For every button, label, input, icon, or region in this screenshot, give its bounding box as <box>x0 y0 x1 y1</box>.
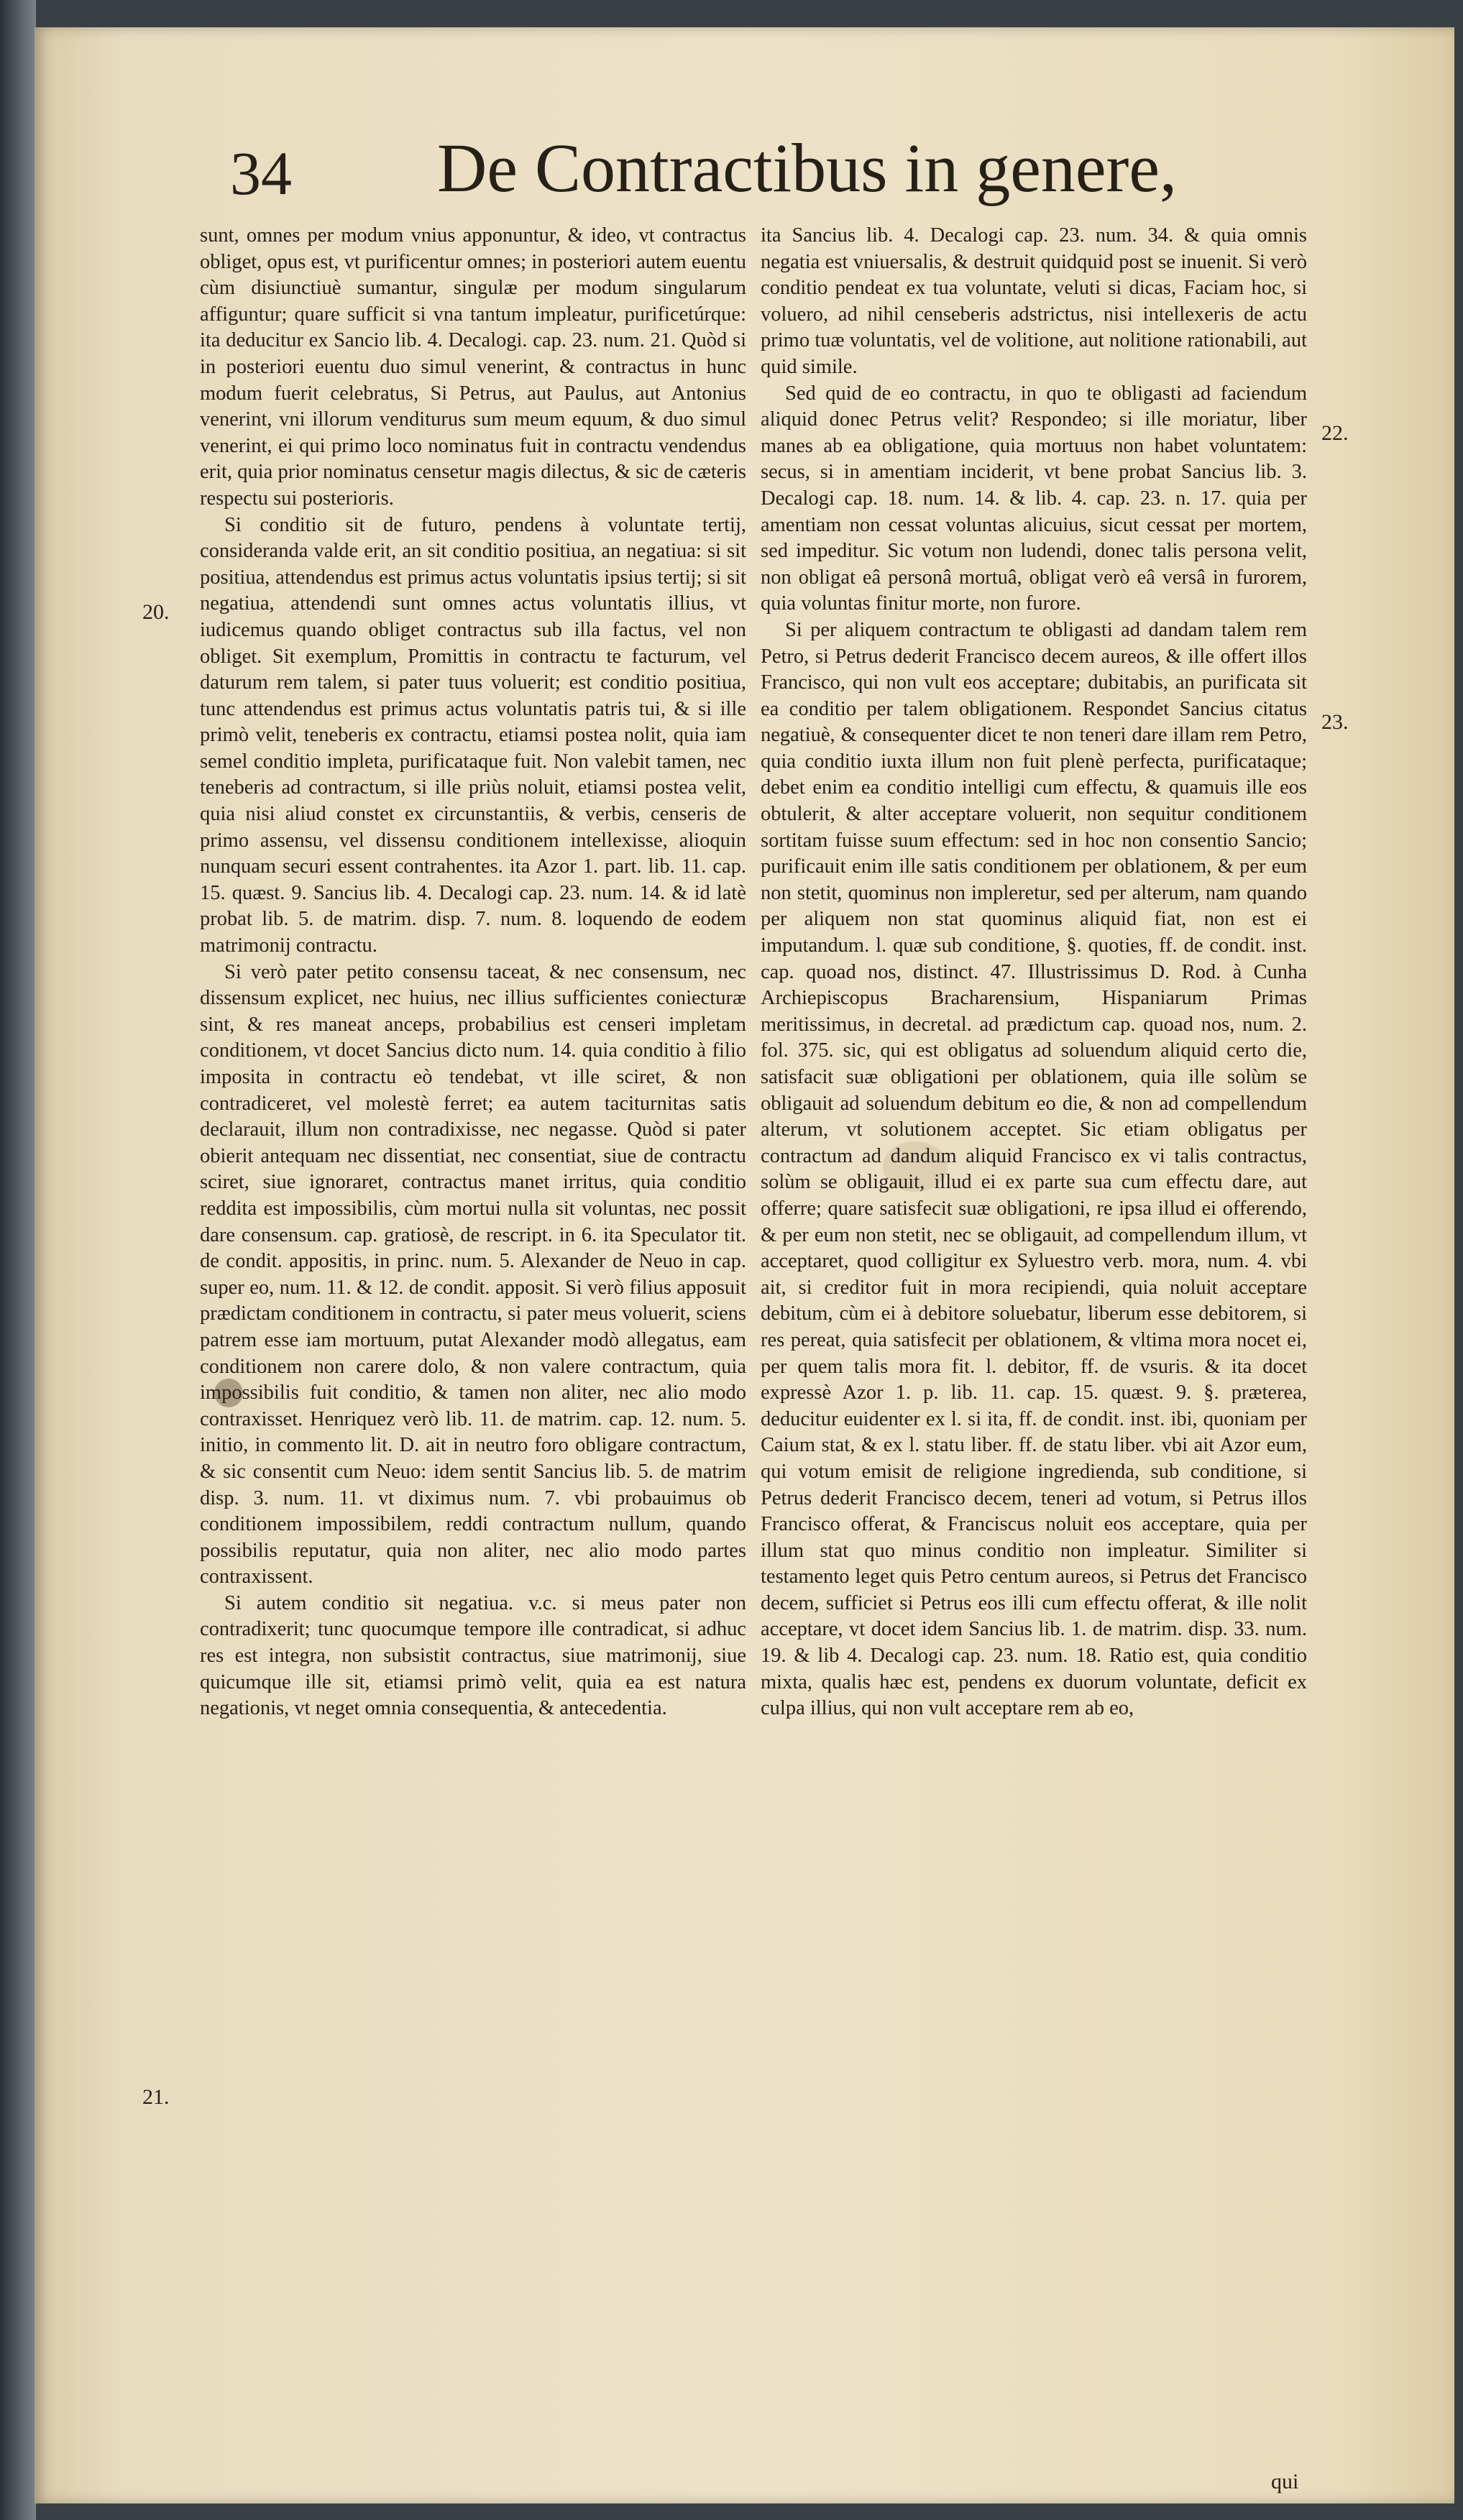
page-number: 34 <box>230 139 292 208</box>
page-header <box>200 114 1350 221</box>
book-binding <box>0 0 36 2520</box>
right-column <box>761 223 1307 1722</box>
paragraph: ita Sancius lib. 4. Decalogi cap. 23. num. 34. & quia omnis negatia est vniuersalis, & destruit quidquid post se inuenit. Si verò conditio pendeat ex tua voluntate, veluti si dicas, Faciam hoc, si voluero, ad nihil censeberis adstrictus, nisi intellexeris de actu primo tuæ voluntatis, vel de volitione, aut nolitione rationabili, aut quid simile. <box>761 224 1307 378</box>
paragraph: Sed quid de eo contractu, in quo te obligasti ad faciendum aliquid donec Petrus velit? Respondeo; si ille moriatur, liber manes ab ea obligatione, quia mortuus non habet voluntatem: secus, si in amentiam inciderit, vt bene probat Sancius lib. 3. Decalogi cap. 18. num. 14. & lib. 4. cap. 23. n. 17. quia per amentiam non cessat voluntas alicuius, sicut cessat per mortem, sed impeditur. Sic votum non ludendi, donec talis persona velit, non obligat eâ personâ mortuâ, obligat verò eâ versâ in furorem, quia voluntas finitur morte, non furore. <box>761 382 1307 615</box>
paragraph: Si autem conditio sit negatiua. v.c. si meus pater non contradixerit; tunc quocumque tempore ille contradicat, si adhuc res est integra, non subsistit contractus, siue matrimonij, siue quicumque ille sit, etiamsi primò velit, quia ea est natura negationis, vt neget omnia consequentia, & antecedentia. <box>200 1591 746 1720</box>
running-title: De Contractibus in genere, <box>437 129 1177 206</box>
book-page <box>35 27 1454 2503</box>
paragraph: Si verò pater petito consensu taceat, & nec consensum, nec dissensum explicet, nec huius, nec illius sufficientes coniecturæ sint, & res maneat anceps, probabilius est censeri impletam conditionem, vt docet Sancius dicto num. 14. quia conditio à filio imposita in contractu eò tendebat, vt ille sciret, & non contradiceret, vel molestè ferret; ea autem taciturnitas satis declarauit, illum non contradixisse, nec negasse. Quòd si pater obierit antequam nec dissentiat, nec consentiat, siue de contractu sciret, siue ignoraret, contractus manet irritus, quia conditio reddita est impossibilis, cùm mortui nulla sit voluntas, nec possit dare consensum. cap. gratiosè, de rescript. in 6. ita Speculator tit. de condit. appositis, in princ. num. 5. Alexander de Neuo in cap. super eo, num. 11. & 12. de condit. apposit. Si verò filius apposuit prædictam conditionem in contractu, si pater meus voluerit, sciens patrem esse iam mortuum, putat Alexander modò allegatus, eam conditionem non carere dolo, & non valere contractum, quia impossibilis fuit conditio, & tamen non aliter, nec alio modo contraxisset. Henriquez verò lib. 11. de matrim. cap. 12. num. 5. initio, in commento lit. D. ait in neutro foro obligare contractum, & sic consentit cum Neuo: idem sentit Sancius lib. 5. de matrim disp. 3. num. 11. vt diximus num. 7. vbi probauimus ob conditionem impossibilem, reddi contractum nullum, quando possibilis reputatur, quia non aliter, nec alio modo partes contraxissent. <box>200 960 746 1588</box>
paragraph: sunt, omnes per modum vnius apponuntur, & ideo, vt contractus obliget, opus est, vt purificentur omnes; in posteriori autem euentu cùm disiunctiuè sumantur, singulæ per modum singularum affiguntur; quare sufficit si vna tantum impleatur, purificetúrque: ita deducitur ex Sancio lib. 4. Decalogi. cap. 23. num. 21. Quòd si in posteriori euentu duo simul venerint, & contractus in hunc modum fuerit celebratus, Si Petrus, aut Paulus, aut Antonius venerint, vni illorum venditurus sum meum equum, & duo simul venerint, ei qui primo loco nominatus fuit in contractu vendendus erit, quia prior nominatus censetur magis dilectus, & sic de cæteris respectu sui posterioris. <box>200 224 746 510</box>
margin-number: 21. <box>142 2085 170 2109</box>
margin-number: 22. <box>1321 421 1349 445</box>
margin-number: 20. <box>142 600 170 624</box>
left-column <box>200 223 746 1722</box>
catchword: qui <box>1271 2470 1299 2493</box>
paragraph: Si per aliquem contractum te obligasti ad dandam talem rem Petro, si Petrus dederit Francisco decem aureos, & ille offert illos Francisco, qui non vult eos acceptare; dubitabis, an purificata sit ea conditio per talem obligationem. Respondet Sancius citatus negatiuè, & consequenter dicet te non teneri dare illam rem Petro, quia conditio iuxta illum non fuit plenè perfecta, purificataque; debet enim ea conditio intelligi cum effectu, & quamuis ille eos obtulerit, & alter acceptare voluerit, non sequitur conditionem sortitam fuisse suum effectum: sed in hoc non consentio Sancio; purificauit enim ille satis conditionem per oblationem, & per eum non stetit, quominus non impleretur, sed per alterum, nam quando per aliquem non stat quominus aliquid fiat, non est ei imputandum. l. quæ sub conditione, §. quoties, ff. de condit. inst. cap. quoad nos, distinct. 47. Illustrissimus D. Rod. à Cunha Archiepiscopus Bracharensium, Hispaniarum Primas meritissimus, in decretal. ad prædictum cap. quoad nos, num. 2. fol. 375. sic, qui est obligatus ad soluendum aliquid certo die, satisfacit suæ obligationi per oblationem, quia ille solùm se obligauit ad soluendum debitum eo die, & non ad compellendum alterum, vt solutionem acceptet. Sic etiam obligatus per contractum ad dandum aliquid Francisco ex vi talis contractus, solùm se obligauit, illud ei ex parte sua cum effectu dare, aut offerre; quare satisfecit suæ obligationi, re ipsa illud ei offerendo, & per eum non stetit, nec se obligauit, ad compellendum illum, vt acceptaret, quod colligitur ex Syluestro verb. mora, num. 4. vbi ait, si creditor fuit in mora recipiendi, quia noluit acceptare debitum, cùm ei à debitore soluebatur, liberum esse debitorem, si res pereat, quia satisfecit per oblationem, & vltima mora nocet ei, per quem talis mora fit. l. debitor, ff. de vsuris. & ita docet expressè Azor 1. p. lib. 11. cap. 15. quæst. 9. §. præterea, deducitur euidenter ex l. si ita, ff. de condit. inst. ibi, quoniam per Caium stat, & ex l. statu liber. ff. de statu liber. vbi ait Azor eum, qui votum emisit de religione ingredienda, sub conditione, si Petrus dederit Francisco decem, teneri ad votum, si Petrus illos Francisco offerat, & Franciscus noluit eos acceptare, quia per illum stat quo minus conditio non impleatur. Similiter si testamento leget quis Petro centum aureos, si Petrus det Francisco decem, sufficiet si Petrus eos illi cum effectu offerat, & ille nolit acceptare, vt docet idem Sancius lib. 1. de matrim. disp. 33. num. 19. & lib 4. Decalogi cap. 23. num. 18. Ratio est, quia conditio mixta, qualis hæc est, pendens ex duorum voluntate, deficit ex culpa illius, qui non vult acceptare rem ab eo, <box>761 618 1307 1720</box>
paragraph: Si conditio sit de futuro, pendens à voluntate tertij, consideranda valde erit, an sit conditio positiua, an negatiua: si sit positiua, attendendus est primus actus voluntatis ipsius tertij; si sit negatiua, attendendi sunt omnes actus voluntatis illius, vt iudicemus quando obliget contractus sub illa factus, vel non obliget. Sit exemplum, Promittis in contractu te facturum, vel daturum rem talem, si pater tuus voluerit; est conditio positiua, tunc attendendus est primus actus voluntatis patris tui, & si ille primò velit, teneberis ex contractu, etiamsi postea nolit, quia iam semel conditio impleta, purificataque fuit. Non valebit tamen, nec teneberis ad contractum, si ille priùs noluit, etiamsi postea velit, quia nisi aliud constet ex circunstantiis, & verbis, censeris de primo assensu, vel dissensu conditionem intellexisse, alioquin nunquam securi essent contrahentes. ita Azor 1. part. lib. 11. cap. 15. quæst. 9. Sancius lib. 4. Decalogi cap. 23. num. 14. & id latè probat lib. 5. de matrim. disp. 7. num. 8. loquendo de eodem matrimonij contractu. <box>200 513 746 957</box>
margin-number: 23. <box>1321 710 1349 734</box>
